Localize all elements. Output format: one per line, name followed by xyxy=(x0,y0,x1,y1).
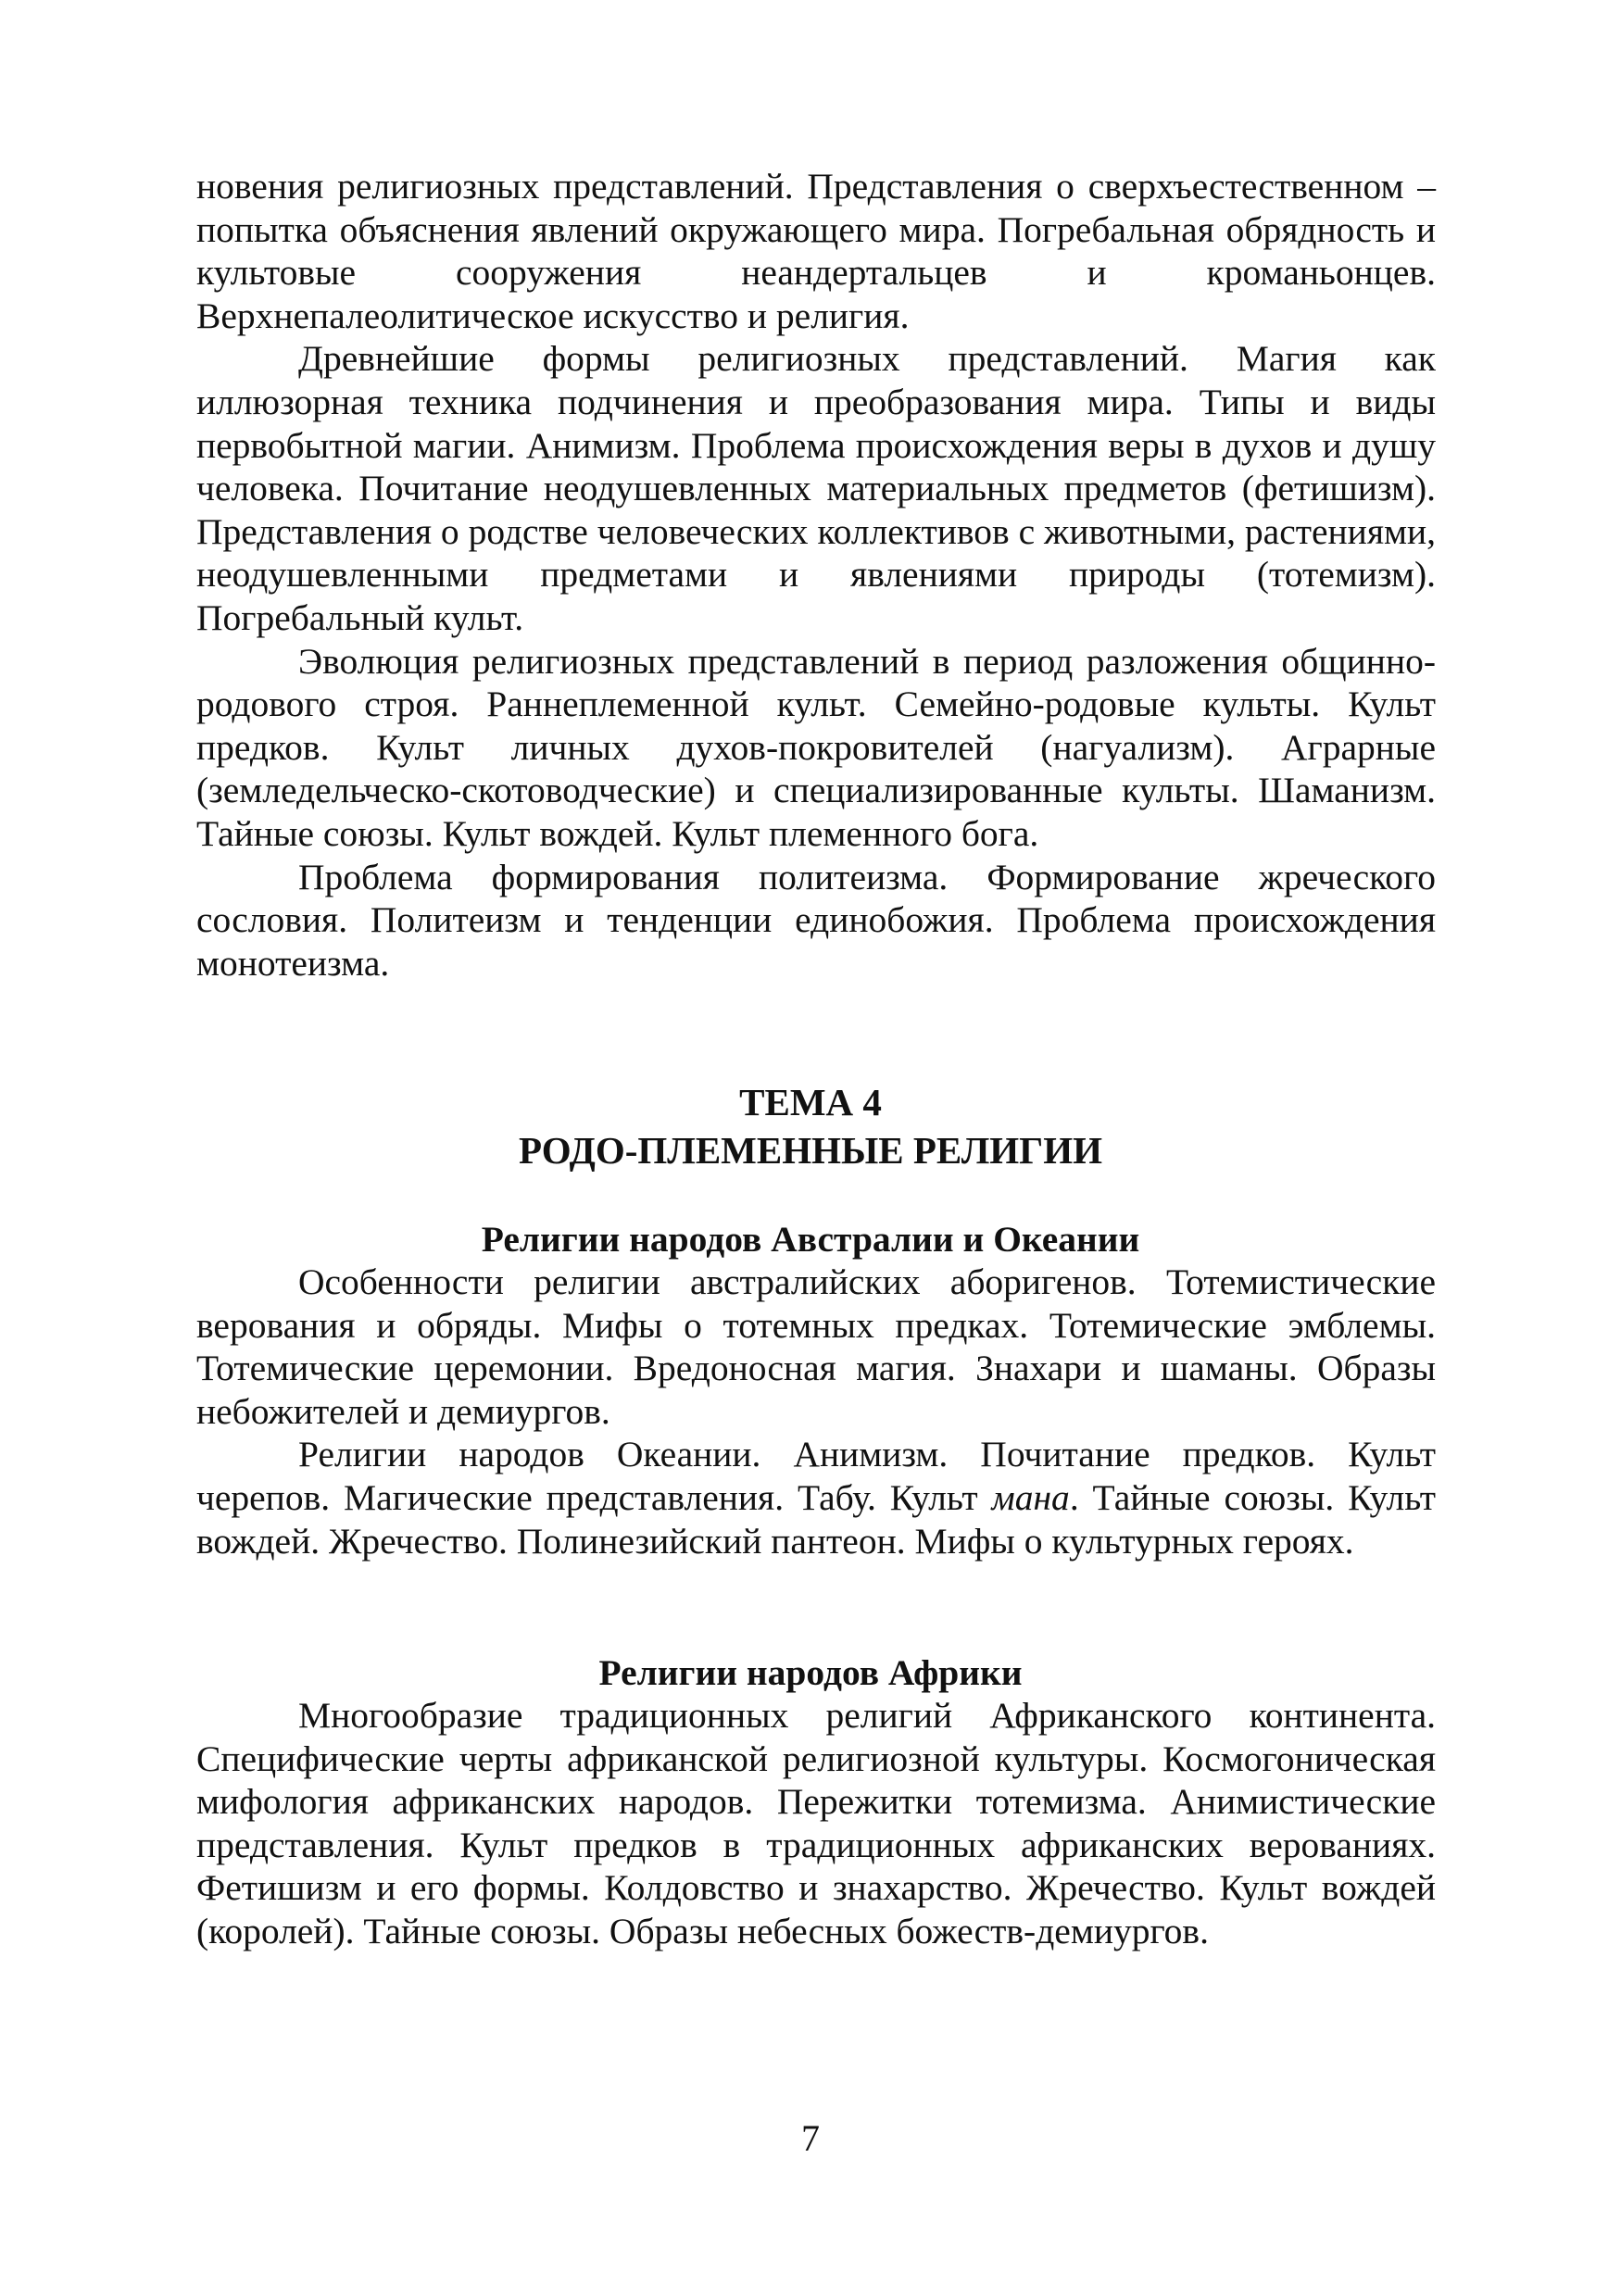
topic-number: ТЕМА 4 xyxy=(739,1081,882,1123)
mana-term: мана xyxy=(991,1476,1070,1518)
section-heading-australia: Религии народов Австралии и Океании xyxy=(481,1219,1140,1260)
paragraph-oceania xyxy=(196,1433,1436,1562)
oceania-text-start: Религии народов Океании. Анимизм. Почитание предков. Культ черепов. Магические представления. Табу. Культ xyxy=(196,1434,1436,1518)
paragraph-polytheism: Проблема формирования политеизма. Формирование жреческого сословия. Политеизм и тенденции единобожия. Проблема происхождения монотеизма. xyxy=(196,856,1436,984)
paragraph-continuation: новения религиозных представлений. Представления о сверхъестественном – попытка объяснения явлений окружающего мира. Погребальная обрядность и культовые сооружения неандертальцев и кроманьонцев. Верхнепалеолитическое искусство и религия. xyxy=(196,166,1436,336)
page-number: 7 xyxy=(801,2117,820,2159)
paragraph-australia: Особенности религии австралийских аборигенов. Тотемистические верования и обряды. Мифы о тотемных предках. Тотемические эмблемы. Тотемические церемонии. Вредоносная магия. Знахари и шаманы. Образы небожителей и демиургов. xyxy=(196,1261,1436,1432)
australia-text-block xyxy=(196,1261,1436,1562)
top-text-block xyxy=(196,165,1436,985)
paragraph-evolution: Эволюция религиозных представлений в период разложения общинно-родового строя. Раннеплеменной культ. Семейно-родовые культы. Культ предков. Культ личных духов-покровителей (нагуализм). Аграрные (земледельческо-скотоводческие) и специализированные культы. Шаманизм. Тайные союзы. Культ вождей. Культ племенного бога. xyxy=(196,640,1436,854)
section-heading-africa: Религии народов Африки xyxy=(598,1652,1023,1693)
paragraph-ancient-forms: Древнейшие формы религиозных представлений. Магия как иллюзорная техника подчинения и преобразования мира. Типы и виды первобытной магии. Анимизм. Проблема происхождения веры в духов и душу человека. Почитание неодушевленных материальных предметов (фетишизм). Представления о родстве человеческих коллективов с животными, растениями, неодушевленными предметами и явлениями природы (тотемизм). Погребальный культ. xyxy=(196,338,1436,638)
paragraph-africa: Многообразие традиционных религий Африканского континента. Специфические черты африканской религиозной культуры. Космогоническая мифология африканских народов. Пережитки тотемизма. Анимистические представления. Культ предков в традиционных африканских верованиях. Фетишизм и его формы. Колдовство и знахарство. Жречество. Культ вождей (королей). Тайные союзы. Образы небесных божеств-демиургов. xyxy=(196,1695,1436,1951)
topic-title: РОДО-ПЛЕМЕННЫЕ РЕЛИГИИ xyxy=(518,1129,1103,1172)
africa-text-block xyxy=(196,1694,1436,1953)
oceania-text-end: . Тайные союзы. Культ вождей. Жречество. Полинезийский пантеон. Мифы о культурных героях. xyxy=(196,1476,1436,1562)
